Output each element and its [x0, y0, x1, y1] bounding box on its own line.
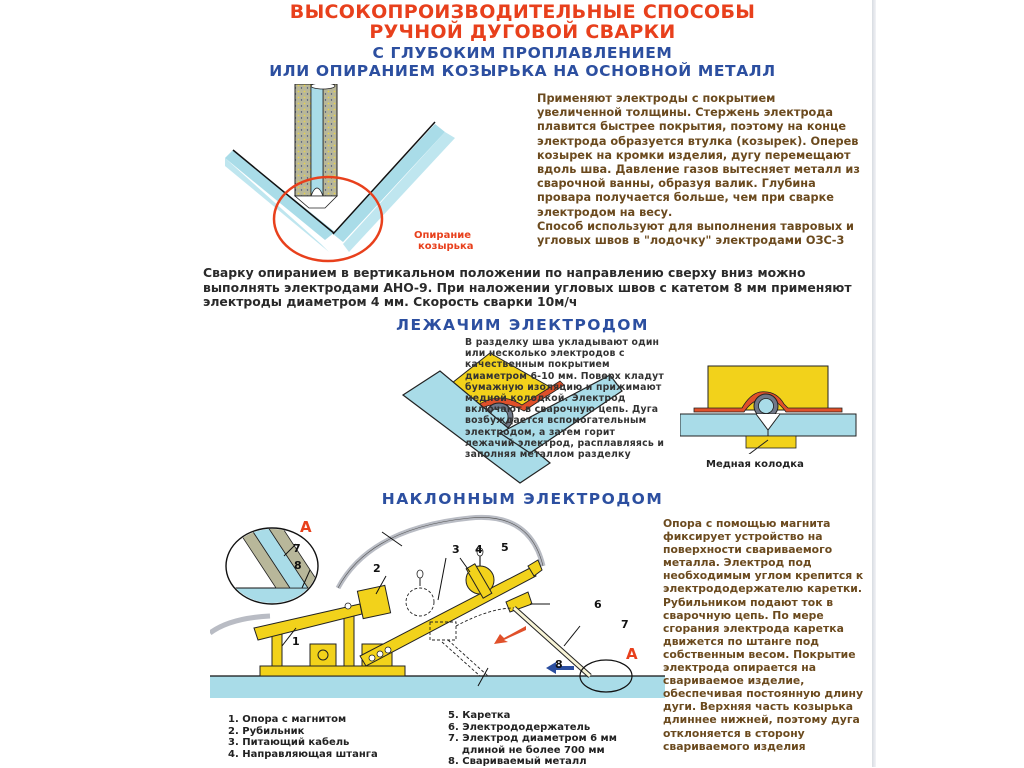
callout-2: 2: [373, 562, 381, 575]
legend-left: [228, 714, 428, 760]
callout-5: 5: [501, 541, 509, 554]
callout-8-detail: 8: [294, 559, 302, 572]
diagram-caption-line1: Опирание: [414, 230, 472, 241]
section3-description: Опора с помощью магнита фиксирует устройство на поверхности свариваемого металла. Электрод под необходимым углом крепится к электрододержателю каретки. Рубильником подают ток в сварочную цепь. По мере сгорания электрода каретка движется по штанге под собственным весом. Покрытие электрода опирается на свариваемое изделие, обеспечивая постоянную длину дуги. Верхняя часть козырька длиннее нижней, поэтому дуга отклоняется в сторону свариваемого изделия: [663, 517, 864, 753]
legend-item-8: 8. Свариваемый металл: [448, 756, 587, 767]
callout-1: 1: [292, 635, 300, 648]
poster-page: [170, 0, 875, 767]
section3-heading: НАКЛОННЫМ ЭЛЕКТРОДОМ: [381, 490, 664, 508]
legend-item-6: 6. Электрододержатель: [448, 721, 591, 733]
legend-item-7: 7. Электрод диаметром 6 мм: [448, 733, 617, 744]
legend-right: [448, 710, 668, 768]
section1-heading-line2: ИЛИ ОПИРАНИЕМ КОЗЫРЬКА НА ОСНОВНОЙ МЕТАЛЛ: [269, 62, 776, 80]
detail-label-a-left: А: [300, 518, 312, 536]
legend-item-4: 4. Направляющая штанга: [228, 748, 378, 760]
callout-6: 6: [594, 598, 602, 611]
copper-block-caption: Медная колодка: [706, 459, 804, 470]
section1-description-p1: Применяют электроды с покрытием увеличенной толщины. Стержень электрода плавится быстрее покрытия, поэтому на конце электрода образуется втулка (козырек). Оперев козырек на кромки изделия, дугу перемещают вдоль шва. Давление газов вытесняет металл из сварочной ванны, образуя валик. Глубина провара получается больше, чем при сварке электродом на весу.: [537, 92, 860, 219]
detail-label-a-right: А: [626, 645, 638, 663]
section1-heading-line1: С ГЛУБОКИМ ПРОПЛАВЛЕНИЕМ: [372, 44, 673, 62]
section2-heading: ЛЕЖАЧИМ ЭЛЕКТРОДОМ: [396, 316, 649, 334]
lying-electrode-diagram-butt: [680, 364, 860, 454]
section1-note: Сварку опиранием в вертикальном положении по направлению сверху вниз можно выполнять электродами АНО-9. При наложении угловых швов с катетом 8 мм применяют электроды диаметром 4 мм. Скорость сварки 10м/ч: [203, 265, 852, 309]
callout-4: 4: [475, 543, 483, 556]
diagram-caption-line2: козырька: [418, 241, 474, 252]
callout-8: 8: [555, 658, 563, 671]
page-edge-shadow: [872, 0, 876, 767]
page-title-line1: ВЫСОКОПРОИЗВОДИТЕЛЬНЫЕ СПОСОБЫ: [289, 1, 756, 23]
callout-3: 3: [452, 543, 460, 556]
section1-description-p2: Способ используют для выполнения тавровых и угловых швов в "лодочку" электродами ОЗС-3: [537, 219, 854, 248]
section2-description: В разделку шва укладывают один или несколько электродов с качественным покрытием диаметром 6-10 мм. Поверх кладут бумажную изоляцию и прижимают медной колодкой. Электрод включают в сварочную цепь. Дуга возбуждается вспомогательным электродом, а затем горит лежачий электрод, расплавляясь и заполняя металлом разделку: [465, 337, 665, 461]
page-title-line2: РУЧНОЙ ДУГОВОЙ СВАРКИ: [369, 21, 676, 43]
section1-description: [537, 92, 862, 248]
callout-7: 7: [621, 618, 629, 631]
legend-item-1: 1. Опора с магнитом: [228, 714, 347, 725]
legend-item-2: 2. Рубильник: [228, 725, 305, 737]
legend-item-7-cont: длиной не более 700 мм: [448, 744, 605, 756]
legend-item-3: 3. Питающий кабель: [228, 737, 350, 748]
legend-item-5: 5. Каретка: [448, 710, 511, 721]
callout-7-detail: 7: [293, 542, 301, 555]
